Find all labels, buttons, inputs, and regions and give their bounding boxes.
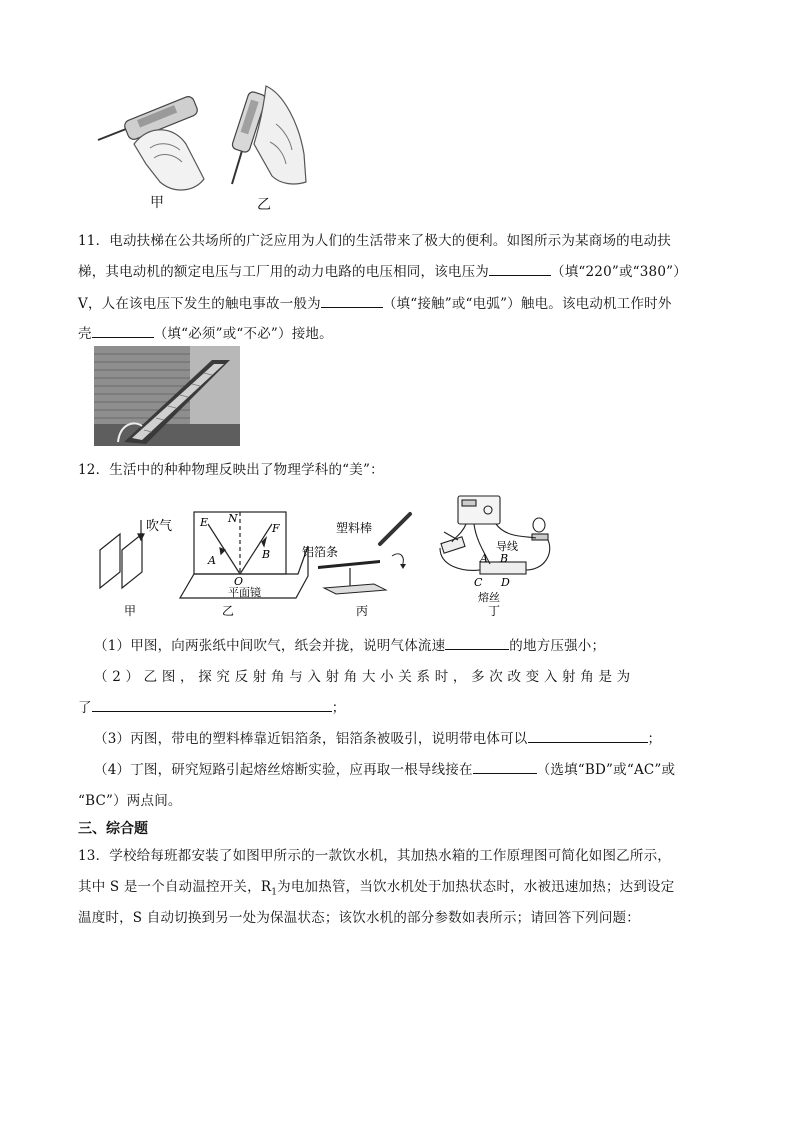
fig-yi-caption: 乙 (222, 604, 235, 618)
q12-part-4-text-b: （选填“BD”或“AC”或 (536, 762, 676, 778)
section-title: 三、综合题 (78, 821, 148, 837)
q12-part-3 (94, 727, 661, 747)
q13-line-2-text-a: 其中 S 是一个自动温控开关，R (78, 879, 272, 895)
test-pen-figure (94, 84, 319, 214)
q11-blank-1[interactable] (489, 261, 551, 276)
q12-blank-1[interactable] (445, 635, 509, 650)
fig-ding-B: B (500, 552, 509, 565)
q11-line-4-text-b: （填“必须”或“不必”）接地。 (153, 326, 333, 342)
fig-ding-wire-label: 导线 (496, 540, 518, 553)
q12-blank-3[interactable] (528, 728, 648, 743)
fig-ding-fuse-label: 熔丝 (478, 591, 500, 604)
fig-yi-F: F (272, 522, 280, 535)
q11-line-4-text-a: 壳 (78, 326, 92, 342)
fig-bing-foil-label: 铝箔条 (302, 545, 339, 559)
q12-blank-4[interactable] (473, 759, 537, 774)
q11-blank-2[interactable] (321, 293, 383, 308)
fig-ding-A: A (480, 552, 488, 565)
q12-title: 12．生活中的种种物理反映出了物理学科的“美”： (78, 462, 384, 478)
q11-line-1: 11．电动扶梯在公共场所的广泛应用为人们的生活带来了极大的便利。如图所示为某商场的电动扶 (78, 233, 671, 249)
q11-line-2 (78, 260, 687, 280)
escalator-photo (94, 346, 240, 446)
q12-blank-2[interactable] (92, 697, 332, 712)
fig-yi-B: B (262, 548, 271, 561)
fig-jia-caption: 甲 (124, 604, 137, 618)
q13-line-1: 13．学校给每班都安装了如图甲所示的一款饮水机，其加热水箱的工作原理图可简化如图乙所示， (78, 848, 671, 864)
q12-part-4-line-2: “BC”）两点间。 (78, 793, 182, 809)
q13-line-3: 温度时，S 自动切换到另一处为保温状态；该饮水机的部分参数如表所示；请回答下列问题： (78, 910, 640, 926)
fig-yi-E: E (200, 516, 209, 529)
q12-part-1 (94, 634, 605, 654)
fig-yi-mirror-label: 平面镜 (228, 586, 261, 599)
figure-caption-yi: 乙 (257, 197, 271, 213)
fig-yi-O: O (234, 575, 244, 588)
q13-r1-subscript: 1 (271, 887, 278, 898)
q11-line-2-text-a: 梯，其电动机的额定电压与工厂用的动力电路的电压相同，该电压为 (78, 264, 489, 280)
q12-part-3-text-b: ； (647, 731, 662, 747)
fig-ding-D: D (501, 576, 510, 589)
fig-yi-A: A (208, 554, 216, 567)
q11-line-2-text-b: （填“220”或“380”） (551, 264, 687, 280)
fig-yi-N: N (228, 512, 238, 525)
q12-part-4 (94, 758, 675, 778)
test-pen-jia-image (98, 95, 204, 190)
fig-ding-circuit (440, 496, 550, 574)
fig-ding-C: C (474, 576, 483, 589)
test-pen-yi-image (231, 86, 306, 184)
q12-part-2-line-2 (78, 696, 345, 716)
q11-line-3-text-a: V，人在该电压下发生的触电事故一般为 (78, 296, 321, 312)
fig-bing-rod-label: 塑料棒 (336, 521, 373, 535)
q11-blank-3[interactable] (92, 323, 154, 338)
fig-jia-blow-label: 吹气 (146, 519, 173, 534)
q12-part-3-text-a: （3）丙图，带电的塑料棒靠近铝箔条，铝箔条被吸引，说明带电体可以 (94, 731, 528, 747)
q11-line-4 (78, 322, 333, 342)
fig-ding-caption: 丁 (488, 604, 501, 618)
q13-line-2-text-b: 为电加热管，当饮水机处于加热状态时，水被迅速加热；达到设定 (277, 879, 675, 895)
q12-part-1-text-a: （1）甲图，向两张纸中间吹气，纸会并拢，说明气体流速 (94, 638, 446, 654)
q11-line-3-text-b: （填“接触”或“电弧”）触电。该电动机工作时外 (382, 296, 672, 312)
q12-part-1-text-b: 的地方压强小； (509, 638, 606, 654)
fig-bing-caption: 丙 (356, 604, 369, 618)
fig-jia-papers (100, 520, 144, 588)
q13-line-2 (78, 875, 674, 898)
figure-caption-jia: 甲 (150, 195, 164, 211)
q12-part-2-text-end: ； (331, 700, 346, 716)
q12-figure (96, 488, 576, 618)
q12-part-2-text-start: 了 (78, 700, 92, 716)
q12-part-2-line-1: （ 2 ） 乙 图 ， 探 究 反 射 角 与 入 射 角 大 小 关 系 时 ， 多 次 改 变 入 射 角 是 为 (94, 669, 631, 685)
q12-part-4-text-a: （4）丁图，研究短路引起熔丝熔断实验，应再取一根导线接在 (94, 762, 473, 778)
q11-line-3 (78, 292, 672, 312)
